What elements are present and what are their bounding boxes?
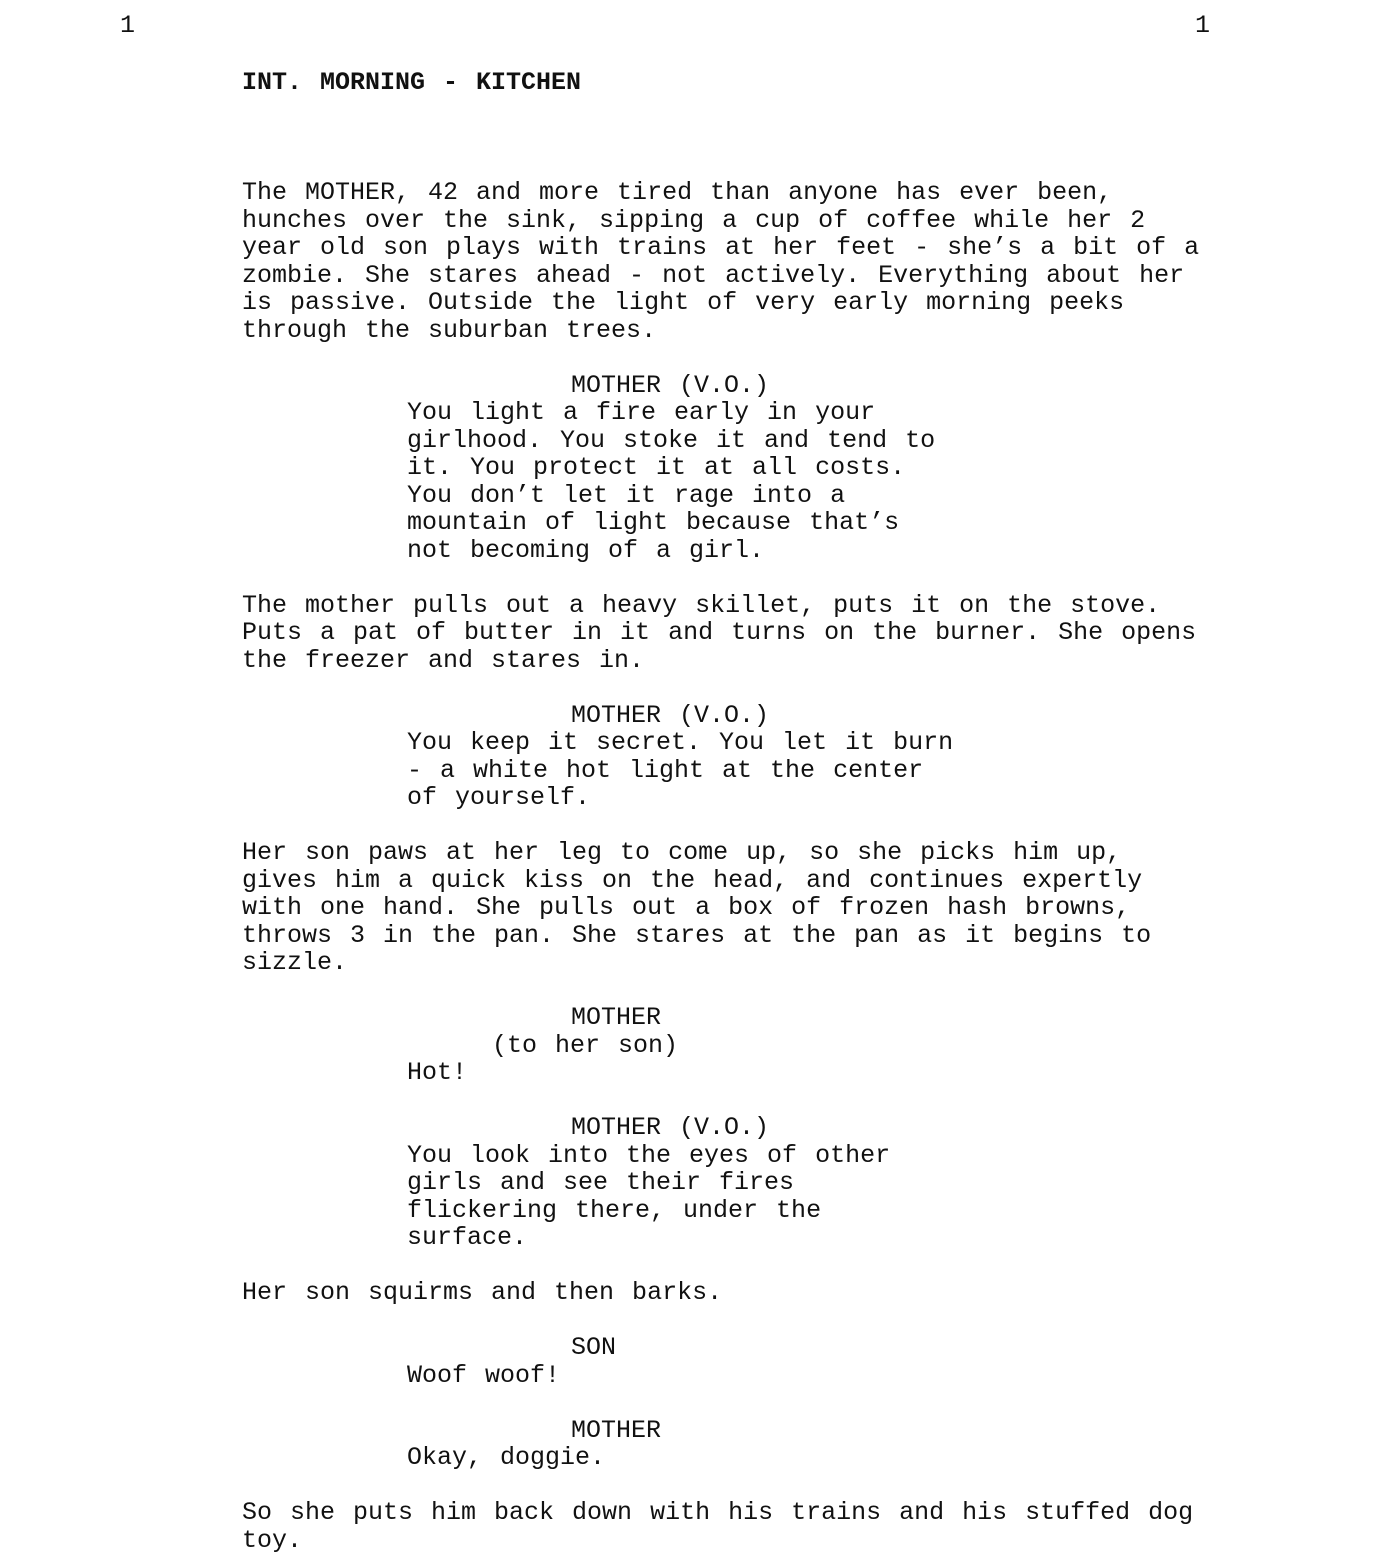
character-cue: SON — [571, 1333, 617, 1362]
action-line: Her son squirms and then barks. — [242, 1278, 723, 1307]
action-line: The mother pulls out a heavy skillet, puts it on the stove. — [242, 590, 1161, 620]
dialogue-line: Hot! — [407, 1058, 468, 1087]
blank-line — [242, 1307, 1242, 1335]
scene-heading: INT. MORNING - KITCHEN — [242, 68, 582, 97]
dialogue-line: - a white hot light at the center — [407, 755, 924, 785]
blank-line — [242, 812, 1242, 840]
dialogue-line: flickering there, under the — [407, 1195, 822, 1225]
scene-number-right: 1 — [1195, 11, 1211, 40]
character-cue: MOTHER (V.O.) — [571, 1113, 770, 1142]
action-line: Puts a pat of butter in it and turns on the burner. She opens — [242, 618, 1197, 647]
action-line: is passive. Outside the light of very early morning peeks — [242, 288, 1125, 317]
blank-line — [242, 1087, 1242, 1115]
blank-line — [242, 1389, 1242, 1417]
action-line: So she puts him back down with his trains and his stuffed dog — [242, 1498, 1194, 1527]
dialogue-line: Woof woof! — [407, 1360, 561, 1390]
dialogue-line: mountain of light because that’s — [407, 508, 900, 537]
action-line: toy. — [242, 1525, 303, 1555]
blank-line — [242, 152, 1242, 180]
action-line: through the suburban trees. — [242, 315, 657, 345]
dialogue-line: You don’t let it rage into a — [407, 480, 846, 510]
dialogue-line: surface. — [407, 1223, 528, 1252]
action-line: Her son paws at her leg to come up, so she picks him up, — [242, 838, 1122, 867]
action-line: with one hand. She pulls out a box of frozen hash browns, — [242, 893, 1131, 922]
character-cue: MOTHER (V.O.) — [571, 370, 770, 400]
character-cue: MOTHER — [571, 1415, 662, 1445]
dialogue-line: it. You protect it at all costs. — [407, 453, 906, 482]
dialogue-line: You keep it secret. You let it burn — [407, 728, 954, 757]
character-cue: MOTHER — [571, 1003, 662, 1032]
action-line: hunches over the sink, sipping a cup of coffee while her 2 — [242, 205, 1146, 235]
blank-line — [242, 1252, 1242, 1280]
screenplay-body — [242, 11, 1242, 1555]
action-line: gives him a quick kiss on the head, and continues expertly — [242, 865, 1143, 895]
action-line: the freezer and stares in. — [242, 645, 645, 675]
dialogue-line: girlhood. You stoke it and tend to — [407, 425, 936, 455]
scene-number-left: 1 — [120, 11, 136, 40]
action-line: year old son plays with trains at her feet - she’s a bit of a — [242, 233, 1200, 262]
blank-line — [242, 344, 1242, 372]
blank-line — [242, 564, 1242, 592]
dialogue-line: not becoming of a girl. — [407, 535, 765, 565]
dialogue-line: Okay, doggie. — [407, 1443, 606, 1472]
dialogue-line: of yourself. — [407, 783, 591, 812]
parenthetical-line: (to her son) — [492, 1030, 679, 1060]
dialogue-line: You look into the eyes of other — [407, 1140, 891, 1170]
action-line: zombie. She stares ahead - not actively. Everything about her — [242, 260, 1185, 290]
character-cue: MOTHER (V.O.) — [571, 700, 770, 730]
action-line: sizzle. — [242, 948, 348, 977]
action-line: throws 3 in the pan. She stares at the pan as it begins to — [242, 920, 1152, 950]
dialogue-line: girls and see their fires — [407, 1168, 795, 1197]
blank-line — [242, 674, 1242, 702]
dialogue-line: You light a fire early in your — [407, 398, 876, 427]
blank-line — [242, 977, 1242, 1005]
blank-line — [242, 1472, 1242, 1500]
action-line: The MOTHER, 42 and more tired than anyone has ever been, — [242, 178, 1113, 207]
